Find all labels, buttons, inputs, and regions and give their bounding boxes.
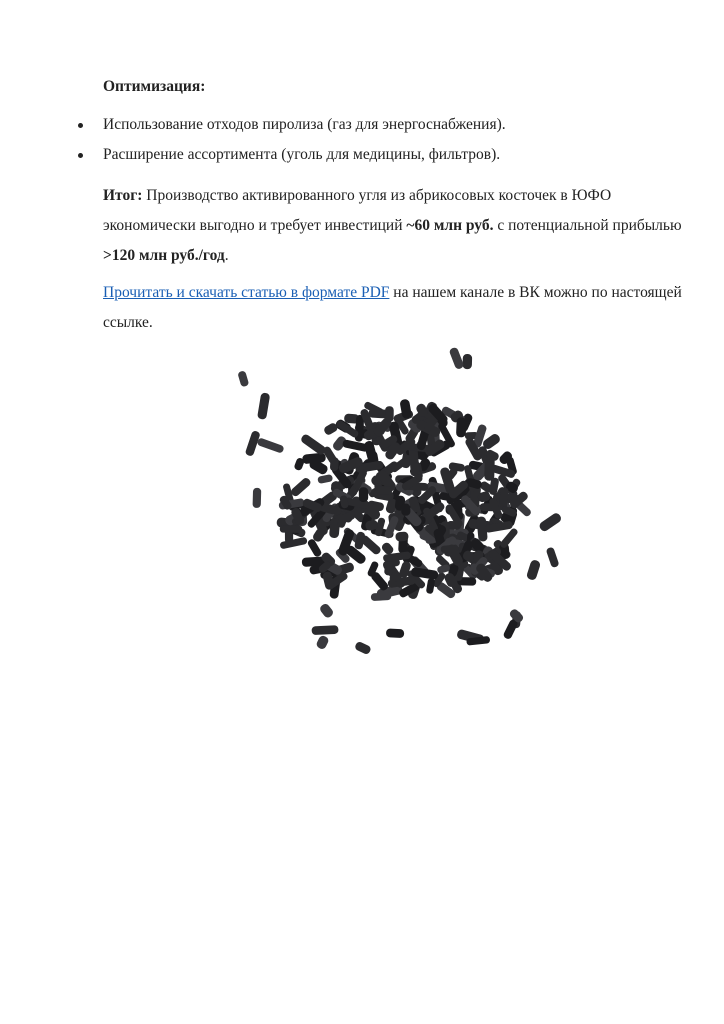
pellet [279, 537, 307, 550]
summary-line-2-tail: с потенциальной прибылью [493, 217, 682, 234]
pellet [318, 602, 334, 619]
pellet [257, 392, 270, 420]
summary-line-3-tail: . [224, 247, 229, 264]
pellet-pile [237, 347, 562, 656]
summary-line-2 [103, 211, 682, 241]
optimization-heading: Оптимизация: [103, 78, 206, 95]
summary-line-1 [103, 181, 663, 211]
summary-paragraph [103, 181, 682, 271]
download-line-2: ссылке. [103, 314, 153, 331]
activated-carbon-pellets-image [228, 345, 568, 665]
pellet [449, 347, 465, 370]
summary-line-3 [103, 241, 663, 271]
pdf-download-link[interactable]: Прочитать и скачать статью в формате PDF [103, 284, 390, 301]
pellet [426, 578, 436, 594]
pellet [307, 538, 323, 558]
pellet [312, 625, 339, 635]
summary-line-2-text: экономически выгодно и требует инвестиций [103, 217, 407, 234]
pellet [546, 547, 560, 569]
pellet [484, 456, 495, 480]
summary-line-1-text: Производство активированного угля из абрикосовых косточек в ЮФО [142, 187, 612, 204]
pellet [317, 474, 333, 484]
optimization-list [103, 114, 683, 174]
pellet [315, 634, 329, 650]
pellet [371, 592, 392, 601]
pellet [386, 628, 404, 638]
pellet [401, 503, 411, 516]
download-paragraph [103, 278, 682, 338]
pellet [354, 641, 372, 656]
profit-amount: >120 млн руб./год [103, 247, 225, 264]
download-line-1 [103, 278, 682, 308]
summary-label: Итог: [103, 187, 143, 204]
pellet [462, 354, 472, 369]
pellet [385, 406, 394, 422]
list-item-text: Расширение ассортимента (уголь для медицины, фильтров). [103, 146, 501, 163]
list-item-text: Использование отходов пиролиза (газ для энергоснабжения). [103, 116, 506, 133]
list-item [103, 114, 683, 136]
pellet [300, 433, 328, 456]
pellet [526, 559, 541, 581]
pellet [499, 527, 519, 549]
pellet [290, 476, 312, 497]
pellet [376, 486, 392, 495]
pellet [253, 488, 262, 508]
pellet [237, 370, 249, 387]
pellet [538, 512, 563, 533]
investment-amount: ~60 млн руб. [406, 217, 494, 234]
pellet [280, 525, 303, 533]
download-line-1-tail: на нашем канале в ВК можно по настоящей [389, 284, 682, 301]
bullet-icon [78, 123, 83, 128]
pellet [456, 417, 467, 437]
pellet [256, 437, 284, 454]
bullet-icon [78, 153, 83, 158]
list-item [103, 144, 683, 166]
pellet [359, 487, 368, 502]
